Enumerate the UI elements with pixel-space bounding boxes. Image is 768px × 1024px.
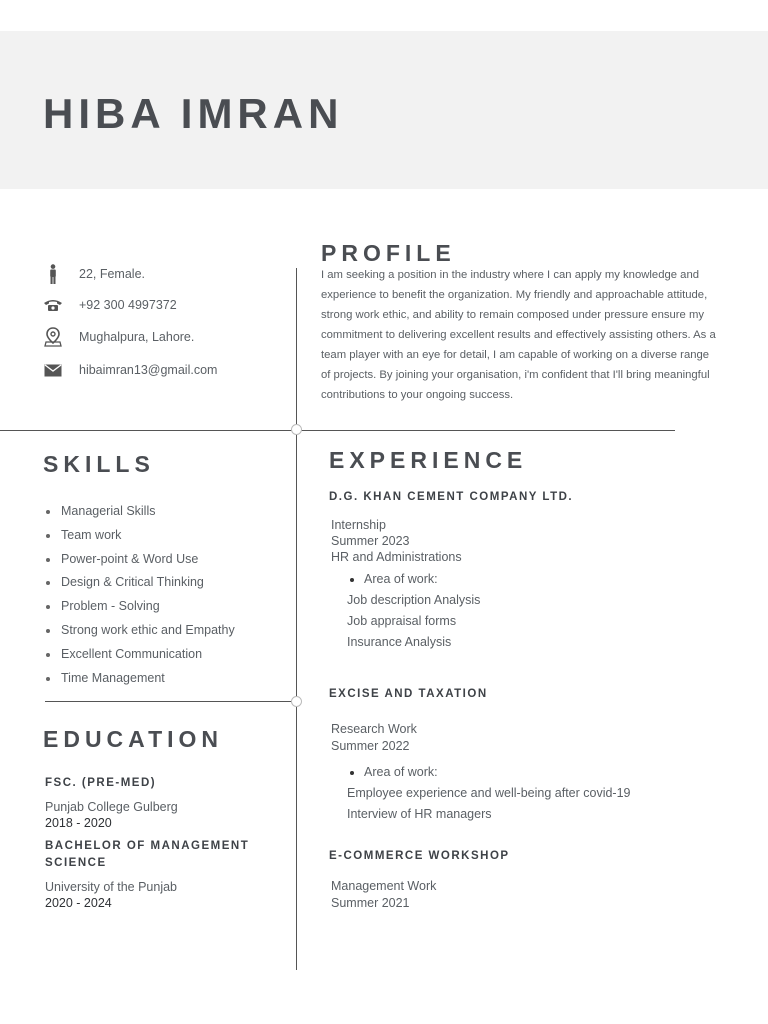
job-area-label: Area of work: <box>364 572 438 586</box>
location-pin-icon <box>40 327 66 347</box>
job-task: Employee experience and well-being after covid-19 <box>347 786 631 800</box>
horizontal-divider-education <box>45 701 297 702</box>
skill-item: Managerial Skills <box>45 500 235 524</box>
skill-item: Strong work ethic and Empathy <box>45 619 235 643</box>
job-role: Management Work <box>331 879 437 893</box>
skill-item: Time Management <box>45 667 235 691</box>
job-role: Internship <box>331 518 386 532</box>
skills-list <box>45 500 235 690</box>
skill-item: Team work <box>45 524 235 548</box>
job-task: Job appraisal forms <box>347 614 457 628</box>
job-company: D.G. KHAN CEMENT COMPANY LTD. <box>329 491 574 503</box>
profile-text: I am seeking a position in the industry where I can apply my knowledge and experience to benefit the organization. My friendly and approachable attitude, strong work ethic, and ability to remain composed under pressure ensure my commitment to delivering excellent results and effectively assisting others. As a team player with an eye for detail, I am capable of working on a diverse range of projects. By joining your organisation, i'm confident that I'll bring meaningful contributions to your ongoing success. <box>321 269 716 401</box>
contact-address-row <box>40 327 194 347</box>
job-period: Summer 2021 <box>331 896 410 910</box>
job-department: HR and Administrations <box>331 550 462 564</box>
job-period: Summer 2023 <box>331 534 410 548</box>
education-degree-line1: BACHELOR OF MANAGEMENT <box>45 840 250 852</box>
job-task: Job description Analysis <box>347 593 481 607</box>
vertical-divider <box>296 268 297 970</box>
skill-item: Power-point & Word Use <box>45 548 235 572</box>
person-icon <box>40 264 66 284</box>
education-degree: FSC. (PRE-MED) <box>45 777 157 789</box>
candidate-name: HIBA IMRAN <box>43 90 344 137</box>
horizontal-divider-top <box>0 430 675 431</box>
job-company: EXCISE AND TAXATION <box>329 688 488 700</box>
job-company: E-COMMERCE WORKSHOP <box>329 850 510 862</box>
contact-phone-row <box>40 295 177 315</box>
contact-details: 22, Female. <box>79 267 146 281</box>
education-years: 2020 - 2024 <box>45 896 112 910</box>
skills-title: SKILLS <box>43 451 155 477</box>
education-title: EDUCATION <box>43 726 224 752</box>
education-degree-line2: SCIENCE <box>45 857 107 869</box>
education-school: Punjab College Gulberg <box>45 800 178 814</box>
skill-item: Problem - Solving <box>45 595 235 619</box>
profile-title: PROFILE <box>321 240 456 266</box>
envelope-icon <box>40 360 66 380</box>
education-years: 2018 - 2020 <box>45 816 112 830</box>
contact-address: Mughalpura, Lahore. <box>79 330 195 344</box>
job-task: Interview of HR managers <box>347 807 492 821</box>
experience-title: EXPERIENCE <box>329 447 528 473</box>
job-task: Insurance Analysis <box>347 635 452 649</box>
skill-item: Design & Critical Thinking <box>45 571 235 595</box>
job-role: Research Work <box>331 722 417 736</box>
phone-icon <box>40 295 66 315</box>
contact-phone: +92 300 4997372 <box>79 298 177 312</box>
contact-email[interactable]: hibaimran13@gmail.com <box>79 363 218 377</box>
divider-node-bottom <box>291 696 302 707</box>
job-period: Summer 2022 <box>331 739 410 753</box>
skill-item: Excellent Communication <box>45 643 235 667</box>
education-school: University of the Punjab <box>45 880 178 894</box>
divider-node-top <box>291 424 302 435</box>
contact-email-row <box>40 360 217 380</box>
contact-details-row <box>40 264 145 284</box>
job-area-label: Area of work: <box>364 765 438 779</box>
